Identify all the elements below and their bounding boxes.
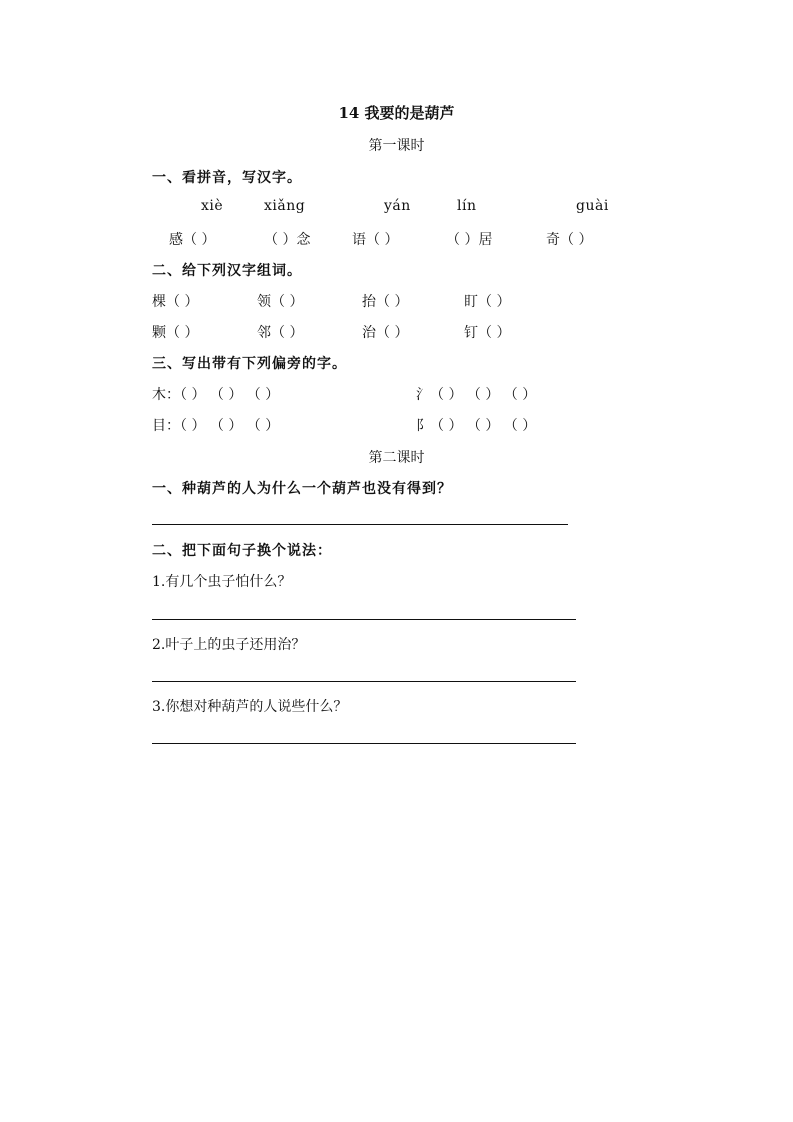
lesson1-title: 第一课时 (368, 138, 425, 154)
word-item[interactable]: 棵（ ） (152, 294, 199, 310)
pinyin-4: lín (457, 198, 477, 214)
blank-item-2[interactable]: （ ）念 (264, 232, 311, 248)
pinyin-3: yán (384, 198, 411, 214)
word-item[interactable]: 钉（ ） (464, 325, 511, 341)
blank-item-4[interactable]: （ ）居 (446, 232, 493, 248)
page-title: 14 我要的是葫芦 (338, 104, 455, 122)
answer-line[interactable] (152, 619, 576, 620)
pinyin-1: xiè (201, 198, 224, 214)
radical-row-right[interactable]: 氵（ ） （ ） （ ） (416, 387, 537, 403)
word-item[interactable]: 盯（ ） (464, 294, 511, 310)
sentence-item-3: 3.你想对种葫芦的人说些什么？ (152, 699, 348, 715)
word-item[interactable]: 颗（ ） (152, 325, 199, 341)
word-item[interactable]: 治（ ） (362, 325, 409, 341)
q1-heading: 一、看拼音，写汉字。 (152, 170, 302, 186)
sentence-item-1: 1.有几个虫子怕什么？ (152, 574, 292, 590)
answer-line[interactable] (152, 524, 568, 525)
answer-line[interactable] (152, 743, 576, 744)
pinyin-2: xiǎng (264, 198, 306, 214)
sentence-item-2: 2.叶子上的虫子还用治？ (152, 637, 306, 653)
blank-item-1[interactable]: 感（ ） (169, 232, 216, 248)
l2-q2-heading: 二、把下面句子换个说法： (152, 543, 332, 559)
radical-row-right[interactable]: 阝（ ） （ ） （ ） (416, 418, 537, 434)
q2-heading: 二、给下列汉字组词。 (152, 263, 302, 279)
word-item[interactable]: 领（ ） (257, 294, 304, 310)
radical-row-left[interactable]: 目：（ ） （ ） （ ） (152, 418, 280, 434)
pinyin-5: guài (576, 198, 609, 214)
l2-q1-heading: 一、种葫芦的人为什么一个葫芦也没有得到？ (152, 481, 452, 497)
q3-heading: 三、写出带有下列偏旁的字。 (152, 356, 347, 372)
blank-item-3[interactable]: 语（ ） (352, 232, 399, 248)
word-item[interactable]: 邻（ ） (257, 325, 304, 341)
answer-line[interactable] (152, 681, 576, 682)
blank-item-5[interactable]: 奇（ ） (546, 232, 593, 248)
word-item[interactable]: 抬（ ） (362, 294, 409, 310)
lesson2-title: 第二课时 (368, 450, 425, 466)
radical-row-left[interactable]: 木：（ ） （ ） （ ） (152, 387, 280, 403)
